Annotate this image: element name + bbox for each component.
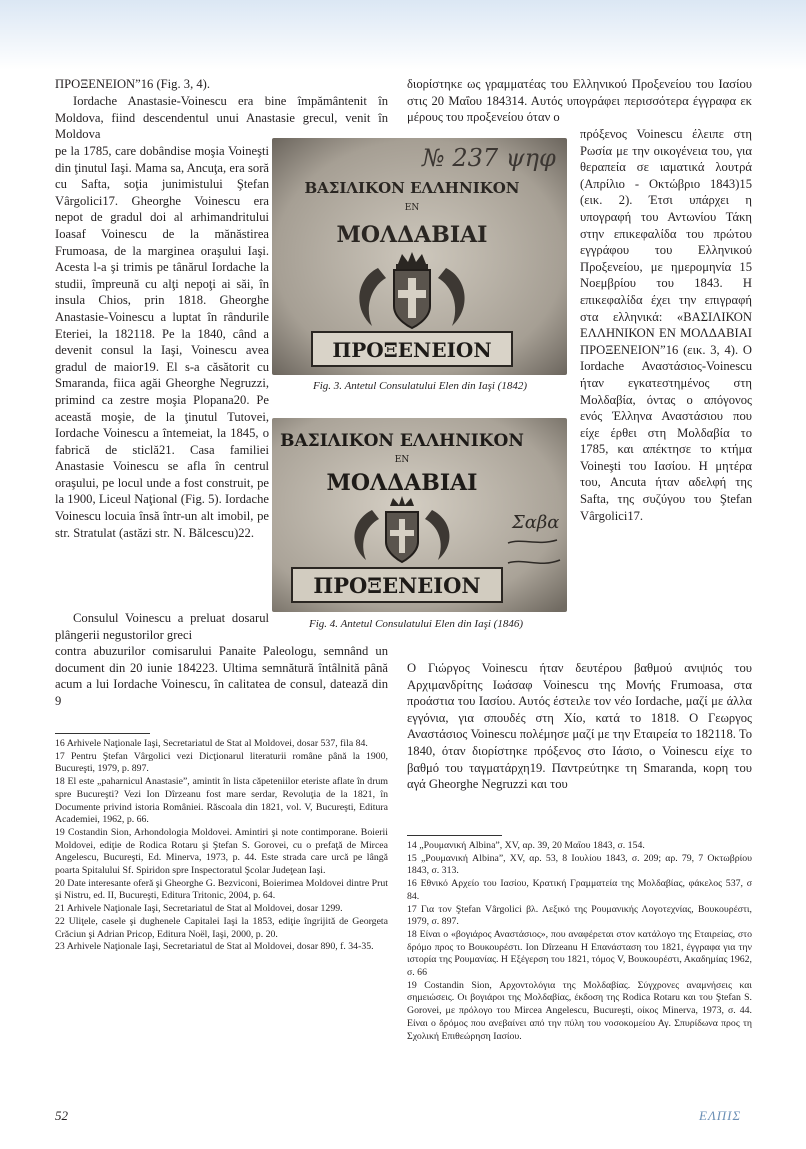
journal-name: ΕΛΠΙΣ: [699, 1108, 742, 1123]
footnote-20-left: 20 Date interesante oferă şi Gheorghe G. Bezviconi, Boierimea Moldovei dintre Prut şi Nistru, ed. II, Bucureşti, Editura Tritonic, 2004, p. 64.: [55, 877, 388, 902]
page-number: 52: [55, 1108, 68, 1123]
figure-3-caption: Fig. 3. Antetul Consulatului Elen din Iaşi (1842): [313, 380, 527, 392]
footnote-14-right: 14 „Ρουμανική Albina”, XV, αρ. 39, 20 Μαΐου 1843, σ. 154.: [407, 840, 645, 851]
right-top-paragraph: διορίστηκε ως γραμματέας του Ελληνικού Προξενείου του Ιασίου στις 20 Μαΐου 184314. Αυτός υπογράφει περισσότερα έγγραφα εκ μέρους του προξενείου όταν ο: [407, 77, 752, 125]
figure-4-image: [272, 418, 567, 612]
footnote-19-left: 19 Costandin Sion, Arhondologia Moldovei. Amintiri şi note contimporane. Boierii Moldovei, ediţie de Rodica Rotaru şi Ştefan S. Gorovei, cu o prefaţă de Mircea Angelescu, Bucureşti, Ed. Minerva, 1973, p. 44. Este strada care urcă pe lângă poarta Spitalului Sf. Spiridon spre Inspectoratul Şcolar Judeţean Iaşi.: [55, 826, 388, 877]
footnote-rule-right: [407, 835, 502, 836]
right-full-paragraph: Ο Γιώργος Voinescu ήταν δευτέρου βαθμού ανιψιός του Αρχιμανδρίτης Ιωάσαφ Voinescu της Μονής Frumoasa, στα προάστια του Ιασίου. Αυτός έστειλε τον νέο Iordache, μαζί με άλλα εγγόνια, για σπουδές στη Χίο, κατά το 1818. Ο Γεωργος Αναστάσιος Voinescu πολέμησε μαζί με την Εταιρεία το 182118. Το 1840, όταν διορίστηκε πρόξενος στο Ιάσιο, ο Voinescu είχε το βαθμό του ταγματάρχη19. Παντρεύτηκε τη Smaranda, κορη του αγά Gheorghe Negruzzi και του: [407, 661, 752, 792]
footnote-17-left: 17 Pentru Ştefan Vârgolici vezi Dicţionarul literaturii române până la 1900, Bucureşti, 1979, p. 897.: [55, 750, 388, 775]
fig3-line-4: ΠΡΟΞΕΝΕΙΟΝ: [332, 338, 492, 362]
footnote-18-left: 18 El este „paharnicul Anastasie”, amintit în lista căpeteniilor eteriste aflate în drum spre Bucureşti? Vezi Ion Dîrzeanu fost mare serdar, Revoluţia de la 1821, în Documente privind istoria României. Răscoala din 1821, vol. V, Bucureşti, Editura Academiei, 1962, p. 66.: [55, 776, 388, 826]
fig3-line-2: ΕΝ: [404, 203, 420, 213]
left-paragraph-2-full: contra abuzurilor comisarului Panaite Paleologu, semnând un document din 20 iunie 184223. Ultima semnătură întâlnită până acum a lui Iordache Voinescu, în calitatea de consul, datează din 9: [55, 644, 388, 708]
left-paragraph-2-narrow: Consulul Voinescu a preluat dosarul plângerii negustorilor greci: [55, 611, 269, 642]
footnote-22-left: 22 Uliţele, casele şi dughenele Capitalei Iaşi la 1853, ediţie îngrijită de Georgeta Crăciun şi Adrian Pricop, Editura Noël, Iaşi, 2000, p. 20.: [55, 915, 388, 940]
footnote-18-right: 18 Είναι ο «βογιάρος Αναστάσιος», που αναφέρεται στον κατάλογο της Εταιρείας, στο δρόμο προς το Βουκουρέστι. Ion Dîrzeanu Η Επανάσταση του 1821, έγγραφα για την ιστορία της Ρουμανίας. Η Εξέγερση του 1821, τόμος V, Βουκουρέστι, Ακαδημίας 1962, σ. 66: [407, 928, 752, 979]
footnote-19-right: 19 Costandin Sion, Αρχοντολόγια της Μολδαβίας. Σύγχρονες αναμνήσεις και σημειώσεις. Οι βογιάροι της Μολδαβίας, έκδοση της Rodica Rotaru και του Ştefan S. Gorovei, με πρόλογο του Mircea Angelescu, Bucureşti, οίκος Minerva, 1973, σ. 44. Είναι ο δρόμος που ανεβαίνει από την πύλη του νοσοκομείου Αγ. Σπυρίδωνα προς τη Σχολική Επιθεώρηση Ιασίου.: [407, 979, 752, 1042]
footnote-17-right: 17 Για τον Ştefan Vârgolici βλ. Λεξικό της Ρουμανικής Λογοτεχνίας, Βουκουρέστι, 1979, σ. 897.: [407, 903, 752, 928]
fig3-handwriting: № 237 ψηφ: [422, 144, 556, 172]
footnotes-right: [407, 840, 752, 1043]
footnote-21-left: 21 Arhivele Naţionale Iaşi, Secretariatul de Stat al Moldovei, dosar 1299.: [55, 903, 343, 915]
left-intro-line: [55, 76, 388, 93]
left-paragraph-1-narrow: pe la 1785, care dobândise moşia Voineşti din ţinutul Iaşi. Mama sa, Ancuţa, era soră cu Safta, soţia junimistului Ştefan Vârgolici17. Gheorghe Voinescu era nepot de gradul doi al arhimandritului Ioasaf Voinescu de la mănăstirea Frumoasa, de la marginea oraşului Iaşi. Acesta l-a şi trimis pe tânărul Iordache la studii, împreună cu alţi nepoţi ai săi, în insula Chios, prin 1818. Gheorghe Anastasie-Voinescu a luptat în rândurile Eteriei, la 182118. Pe la 1840, când a devenit consul la Iaşi, Voinescu avea gradul de maior19. El s-a căsătorit cu Smaranda, fiica agăi Gheorghe Negruzzi, primind ca zestre moşia Plopana20. Pe această moşie, de la ţinutul Tutovei, Iordache Voinescu a întemeiat, la 1845, o fabrică de sticlă21. Casa familiei Anastasie Voinescu se afla în centrul oraşului, pe locul unde a fost construit, pe la 1900, Liceul Naţional (Fig. 5). Iordache Voinescu locuia însă într-un alt imobil, pe str. Stratulat (astăzi str. N. Bălcescu)22.: [55, 144, 269, 540]
fig4-handwriting: Σαβα: [512, 512, 560, 533]
left-paragraph-1-full: Iordache Anastasie-Voinescu era bine împământenit în Moldova, fiind descendentul unui Anastasie grecul, venit în Moldova: [55, 94, 388, 142]
footnote-16-right: 16 Εθνικό Αρχείο του Ιασίου, Κρατική Γραμματεία της Μολδαβίας, φάκελος 537, σ 84.: [407, 878, 752, 902]
footnotes-left: [55, 738, 388, 954]
footnote-23-left: 23 Arhivele Naţionale Iaşi, Secretariatul de Stat al Moldovei, dosar 890, f. 34-35.: [55, 941, 374, 953]
figure-4-caption: Fig. 4. Antetul Consulatului Elen din Iaşi (1846): [309, 618, 523, 630]
figure-3-image: [272, 138, 567, 375]
right-narrow-paragraph: πρόξενος Voinescu έλειπε στη Ρωσία με την οικογένεια του, για θεραπεία σε ιαματικά λουτρά (Απρίλιο - Οκτώβριο 1843)15 (εικ. 2). Έτσι υπάρχει η υπογραφή του Αντωνίου Τάκη στην επικεφαλίδα του πρώτου εγγράφου του Ελληνικού Προξενείου, με ημερομηνία 15 Νοεμβρίου του 1843. Η επικεφαλίδα έχει την επιγραφή στα ελληνικά: «ΒΑΣΙΛΙΚΟΝ ΕΛΛΗΝΙΚΟΝ ΕΝ ΜΟΛΔΑΒΙΑΙ ΠΡΟΞΕΝΕΙΟΝ”16 (εικ. 3, 4). Ο Iordache Αναστάσιος-Voinescu ήταν εγκατεστημένος στη Μολδαβία, όντας ο απόγονος ενός Έλληνα Αναστάσιου που είχε έρθει στη Μολδαβία το 1785, και απέκτησε το κτήμα Voineşti του Ιασίου. Η μητέρα του, Ancuta ήταν αδελφή της Safta, της συζύγου του Ştefan Vârgolici17.: [580, 127, 752, 523]
footnote-15-right: 15 „Ρουμανική Albina”, XV, αρ. 53, 8 Ιουλίου 1843, σ. 209; αρ. 79, 7 Οκτωβρίου 1843, σ. 313.: [407, 852, 752, 877]
fig4-line-4: ΠΡΟΞΕΝΕΙΟΝ: [313, 573, 481, 598]
fig4-line-1: ΒΑΣΙΛΙΚΟΝ ΕΛΛΗΝΙΚΟΝ: [280, 431, 524, 451]
fig3-line-1: ΒΑΣΙΛΙΚΟΝ ΕΛΛΗΝΙΚΟΝ: [304, 179, 520, 197]
footnote-16-left: 16 Arhivele Naţionale Iaşi, Secretariatul de Stat al Moldovei, dosar 537, fila 84.: [55, 738, 368, 749]
left-intro: ΠΡΟΞΕΝΕΙΟΝ”16 (Fig. 3, 4).: [55, 77, 211, 91]
footnote-rule-left: [55, 733, 150, 734]
fig4-line-3: ΜΟΛΔΑΒΙΑΙ: [326, 470, 478, 496]
header-band: [0, 0, 806, 70]
fig3-line-3: ΜΟΛΔΑΒΙΑΙ: [336, 222, 488, 248]
fig4-line-2: ΕΝ: [394, 455, 410, 465]
